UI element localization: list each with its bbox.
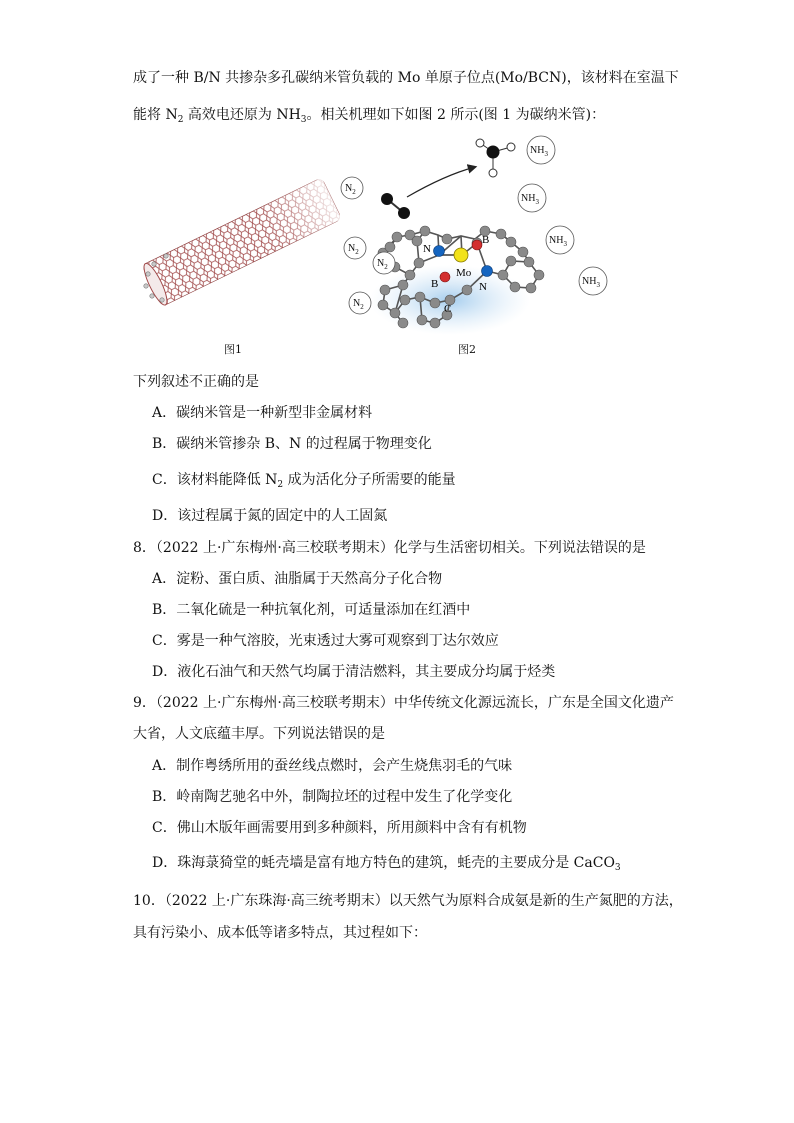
atom-label-c: C (444, 303, 452, 315)
q7-option-a: A．碳纳米管是一种新型非金属材料 (152, 405, 373, 421)
molybdenum-atom (454, 248, 468, 262)
q9-option-c: C．佛山木版年画需要用到多种颜料，所用颜料中含有有机物 (152, 820, 527, 836)
carbon-atom (506, 237, 516, 247)
boron-atom (440, 272, 450, 282)
carbon-atom (526, 283, 536, 293)
q9-option-a: A．制作粤绣所用的蚕丝线点燃时，会产生烧焦羽毛的气味 (152, 758, 513, 774)
carbon-atom (496, 229, 506, 239)
carbon-atom (398, 318, 408, 328)
q10-stem-line-1: 10．（2022 上·广东珠海·高三统考期末）以天然气为原料合成氨是新的生产氮肥的方法， (133, 893, 683, 909)
carbon-atom (510, 282, 520, 292)
carbon-atom (442, 234, 452, 244)
carbon-atom (524, 257, 534, 267)
nitrogen-atom (482, 266, 493, 277)
n2-atom (381, 193, 393, 205)
carbon-atom (380, 285, 390, 295)
carbon-atom (390, 308, 400, 318)
q8-option-a: A．淀粉、蛋白质、油脂属于天然高分子化合物 (152, 571, 443, 587)
figure-1-caption: 图1 (224, 343, 242, 356)
carbon-atom (405, 270, 415, 280)
n2-bubble-label: $N_2$ (353, 298, 364, 311)
carbon-atom (498, 270, 508, 280)
atom-label-b: B (482, 234, 490, 246)
figure-1-nanotube (140, 178, 340, 308)
figure-2-mechanism (335, 135, 620, 340)
q7-option-b: B．碳纳米管掺杂 B、N 的过程属于物理变化 (152, 436, 432, 452)
atom-label-mo: Mo (456, 267, 472, 279)
carbon-atom (518, 247, 528, 257)
n2-bubble-label: $N_2$ (348, 243, 359, 256)
atom-label-b: B (431, 278, 439, 290)
carbon-atom (385, 242, 395, 252)
carbon-atom (414, 258, 424, 268)
intro-line-1: 成了一种 B/N 共掺杂多孔碳纳米管负载的 Mo 单原子位点(Mo/BCN)，该材料在室温下 (133, 70, 679, 86)
q7-option-d: D．该过程属于氮的固定中的人工固氮 (152, 508, 388, 524)
nh3-bubble-label: $NH_3$ (521, 193, 539, 206)
nitrogen-atom (434, 246, 445, 257)
q10-stem-line-2: 具有污染小、成本低等诸多特点，其过程如下： (133, 925, 427, 941)
n2-bubble-label: $N_2$ (345, 183, 356, 196)
n2-atom (398, 207, 410, 219)
q8-stem: 8．（2022 上·广东梅州·高三校联考期末）化学与生活密切相关。下列说法错误的是 (133, 540, 646, 556)
figure-2-caption: 图2 (458, 343, 476, 356)
carbon-atom (392, 232, 402, 242)
nh3-bubble-label: $NH_3$ (530, 145, 548, 158)
carbon-atom (420, 226, 430, 236)
carbon-atom (430, 318, 440, 328)
n2-bubble-label: $N_2$ (377, 258, 388, 271)
intro-line-2: 能将 $N_2$ 高效电还原为 $NH_3$。相关机理如下如图 2 所示(图 1 为碳纳米管)： (133, 107, 606, 125)
q9-option-b: B．岭南陶艺驰名中外，制陶拉坯的过程中发生了化学变化 (152, 789, 513, 805)
q9-stem-line-1: 9．（2022 上·广东梅州·高三校联考期末）中华传统文化源远流长，广东是全国文化遗产 (133, 695, 674, 711)
nh3-bubble-label: $NH_3$ (582, 276, 600, 289)
carbon-atom (378, 300, 388, 310)
carbon-atom (415, 292, 425, 302)
carbon-atom (417, 315, 427, 325)
q8-option-d: D．液化石油气和天然气均属于清洁燃料，其主要成分均属于烃类 (152, 664, 556, 680)
carbon-atom (534, 270, 544, 280)
q8-option-c: C．雾是一种气溶胶，光束透过大雾可观察到丁达尔效应 (152, 633, 499, 649)
q9-option-d: D．珠海菉猗堂的蚝壳墙是富有地方特色的建筑，蚝壳的主要成分是 CaCO$_3$ (152, 855, 621, 873)
carbon-atom (412, 236, 422, 246)
boron-atom (472, 240, 482, 250)
atom-label-n: N (479, 281, 487, 293)
carbon-atom (462, 285, 472, 295)
q7-option-c: C．该材料能降低 $N_2$ 成为活化分子所需要的能量 (152, 472, 456, 490)
carbon-atom (400, 295, 410, 305)
q8-option-b: B．二氧化硫是一种抗氧化剂，可适量添加在红酒中 (152, 602, 471, 618)
carbon-atom (506, 256, 516, 266)
atom-label-n: N (423, 243, 431, 255)
q7-stem: 下列叙述不正确的是 (133, 374, 259, 390)
q9-stem-line-2: 大省，人文底蕴丰厚。下列说法错误的是 (133, 726, 385, 742)
nh3-bubble-label: $NH_3$ (549, 235, 567, 248)
carbon-atom (430, 298, 440, 308)
carbon-atom (398, 280, 408, 290)
